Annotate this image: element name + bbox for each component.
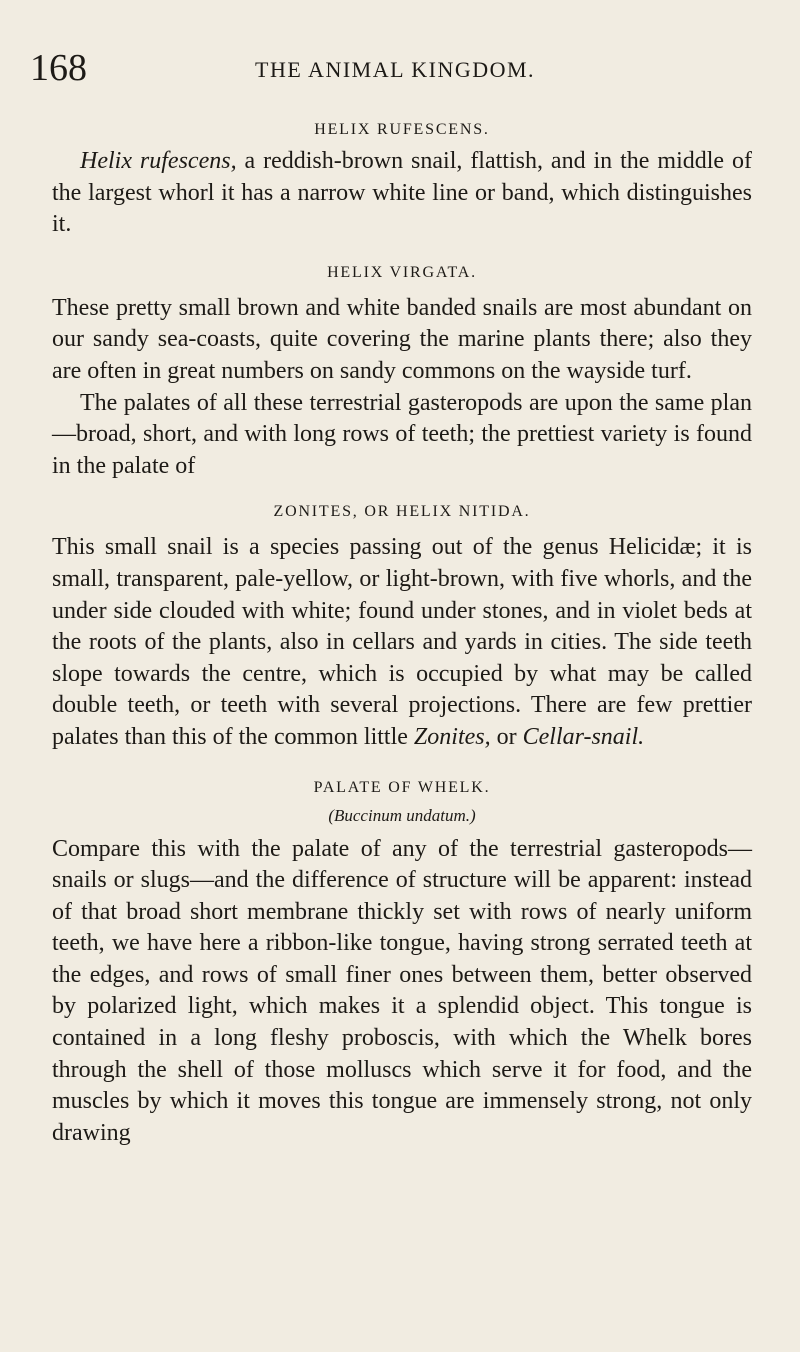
species-name: Helix rufescens, <box>80 148 237 174</box>
paragraph-text: a reddish-brown snail, flattish, and in the middle of the largest whorl it has a narrow white line or band, which distinguishes it. <box>52 148 752 238</box>
paragraph-palates: The palates of all these terrestrial gasteropods are upon the same plan—broad, short, and with long rows of teeth; the prettiest variety is found in the palate of <box>52 389 752 479</box>
body-text <box>52 118 752 1149</box>
paragraph-text: This small snail is a species passing out of the genus Helicidæ; it is small, transparent, pale-yellow, or light-brown, with five whorls, and the under side clouded with white; found under stones, and in violet beds at the roots of the plants, also in cellars and yards in cities. The side teeth slope towards the centre, which is occupied by what may be called double teeth, or teeth with several projections. There are few prettier palates than this of the common little <box>52 534 752 750</box>
subheading-buccinum: (Buccinum undatum.) <box>328 805 476 825</box>
paragraph-helix-virgata: These pretty small brown and white banded snails are most abundant on our sandy sea-coasts, quite covering the marine plants there; also they are often in great numbers on sandy commons on the wayside turf. <box>52 294 752 384</box>
connector-text: or <box>490 723 523 750</box>
heading-palate-of-whelk: PALATE OF WHELK. <box>313 778 491 796</box>
paragraph-zonites <box>52 532 752 753</box>
paragraph-whelk: Compare this with the palate of any of the terrestrial gasteropods—snails or slugs—and the difference of structure will be apparent: instead of that broad short membrane thickly set with rows of nearly uniform teeth, we have here a ribbon-like tongue, having strong serrated teeth at the edges, and rows of small finer ones between them, better observed by polarized light, which makes it a splendid object. This tongue is contained in a long fleshy proboscis, with which the Whelk bores through the shell of those molluscs which serve it for food, and the muscles by which it moves this tongue are immensely strong, not only drawing <box>52 835 752 1146</box>
running-title: THE ANIMAL KINGDOM. <box>255 57 536 82</box>
page-number: 168 <box>30 47 87 89</box>
common-name: Cellar-snail. <box>522 723 645 750</box>
heading-helix-virgata: HELIX VIRGATA. <box>327 263 477 281</box>
paragraph-helix-rufescens <box>52 146 752 241</box>
genus-name: Zonites, <box>413 723 491 750</box>
heading-helix-rufescens: HELIX RUFESCENS. <box>314 121 490 138</box>
heading-zonites: ZONITES, OR HELIX NITIDA. <box>273 503 531 521</box>
running-head <box>0 48 800 88</box>
